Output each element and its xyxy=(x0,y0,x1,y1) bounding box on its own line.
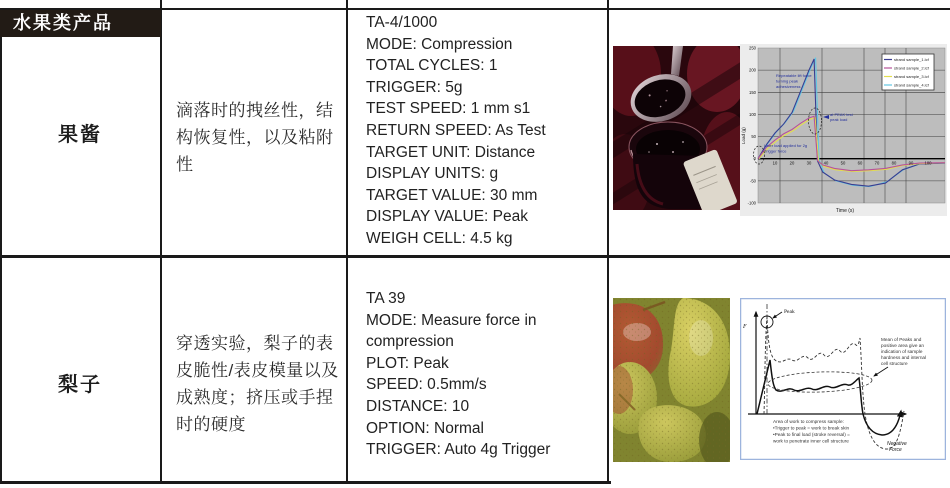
table-border-col2 xyxy=(346,0,348,484)
method-line: TA-4/1000 xyxy=(366,14,438,31)
method-line: MODE: Measure force in xyxy=(366,311,537,329)
legend-entry: strand sample_1.lcf xyxy=(894,57,929,62)
peak-label: Peak xyxy=(784,309,795,315)
table-border-col3 xyxy=(607,0,609,484)
row-jam-method xyxy=(366,12,546,250)
svg-text:hardness and internal: hardness and internal xyxy=(881,355,927,360)
svg-text:peak load: peak load xyxy=(830,117,848,122)
method-line: WEIGH CELL: 4.5 kg xyxy=(366,229,513,247)
jam-photo xyxy=(613,46,740,210)
svg-text:100: 100 xyxy=(924,160,932,166)
method-line: TARGET UNIT: Distance xyxy=(366,143,536,161)
method-line: SPEED: 0.5mm/s xyxy=(366,376,487,394)
svg-text:turning peak: turning peak xyxy=(776,78,799,84)
method-line: PLOT: Peak xyxy=(366,354,449,372)
y-axis-label: Load (g) xyxy=(741,127,746,144)
force-axis-label: F xyxy=(743,324,747,330)
svg-text:60: 60 xyxy=(857,160,863,166)
svg-text:Force: Force xyxy=(889,447,902,453)
svg-text:Repeatable lift force: Repeatable lift force xyxy=(776,73,812,78)
svg-text:cell structure: cell structure xyxy=(881,361,908,366)
method-line: DISPLAY VALUE: Peak xyxy=(366,208,528,226)
table-border-row-separator xyxy=(0,255,950,258)
svg-text:•Peak to final load (stroke re: •Peak to final load (stroke reversal) = xyxy=(773,432,850,437)
svg-text:20: 20 xyxy=(789,160,795,166)
svg-text:•Trigger to peak = work to bre: •Trigger to peak = work to break skin xyxy=(773,425,850,431)
svg-text:50: 50 xyxy=(751,134,756,140)
method-line: DISTANCE: 10 xyxy=(366,397,470,415)
row-pear-description: 穿透实验，梨子的表皮脆性/表皮模量以及成熟度；挤压或手捏时的硬度 xyxy=(176,334,339,434)
svg-text:90: 90 xyxy=(908,160,914,166)
work-note xyxy=(773,419,850,444)
svg-text:70: 70 xyxy=(874,160,880,166)
svg-text:30: 30 xyxy=(806,160,812,166)
strand-test-chart-image xyxy=(740,44,947,216)
method-line: MODE: Compression xyxy=(366,35,513,53)
svg-text:positive area give an: positive area give an xyxy=(881,343,924,348)
svg-text:Area of work to compress sampl: Area of work to compress sample: xyxy=(773,419,844,424)
section-header: 水果类产品 xyxy=(0,10,161,37)
svg-text:adhesiveness: adhesiveness xyxy=(776,84,801,89)
svg-text:80: 80 xyxy=(891,160,897,166)
pears-photo xyxy=(613,298,730,462)
row-jam-category: 果酱 xyxy=(58,124,102,146)
table-border-left xyxy=(0,8,2,484)
svg-text:40: 40 xyxy=(823,160,829,166)
svg-text:work to penetrate inner cell s: work to penetrate inner cell structure xyxy=(773,438,849,444)
svg-text:Later load applied for 2g: Later load applied for 2g xyxy=(764,143,808,148)
row-jam-description: 滴落时的拽丝性，结构恢复性，以及粘附性 xyxy=(176,101,334,174)
svg-text:150: 150 xyxy=(749,89,756,95)
x-axis-label: Time (s) xyxy=(835,208,855,214)
chart-legend xyxy=(882,54,934,90)
penetration-diagram-image xyxy=(740,298,946,460)
row-pear-category: 梨子 xyxy=(58,374,102,396)
method-line: OPTION: Normal xyxy=(366,419,484,437)
legend-entry: strand sample_2.lcf xyxy=(894,65,929,71)
svg-text:200: 200 xyxy=(749,67,756,73)
legend-entry: strand sample_4.lcf xyxy=(894,82,929,88)
svg-text:at PEAK test: at PEAK test xyxy=(830,112,853,117)
svg-text:10: 10 xyxy=(772,160,778,166)
svg-text:50: 50 xyxy=(840,160,846,166)
svg-text:indication of sample: indication of sample xyxy=(881,349,923,354)
jam-photo-image xyxy=(613,46,740,210)
row-pear-method xyxy=(366,288,550,461)
method-line: TOTAL CYCLES: 1 xyxy=(366,57,498,75)
pears-photo-image xyxy=(613,298,730,462)
strand-test-chart xyxy=(740,44,947,216)
method-line: TRIGGER: 5g xyxy=(366,78,463,96)
method-line: TARGET VALUE: 30 mm xyxy=(366,186,538,204)
svg-text:0: 0 xyxy=(753,156,756,162)
table-border-bottom xyxy=(0,481,611,484)
method-line: TRIGGER: Auto 4g Trigger xyxy=(366,441,551,459)
svg-text:250: 250 xyxy=(749,45,756,51)
method-line: TA 39 xyxy=(366,290,406,307)
table-border-col1 xyxy=(160,0,162,484)
method-line: TEST SPEED: 1 mm s1 xyxy=(366,100,531,118)
method-line: RETURN SPEED: As Test xyxy=(366,121,546,139)
svg-text:-50: -50 xyxy=(749,178,756,184)
method-line: compression xyxy=(366,333,454,351)
svg-text:Negative: Negative xyxy=(887,441,907,447)
svg-text:-100: -100 xyxy=(747,200,756,206)
penetration-diagram xyxy=(740,298,946,460)
legend-entry: strand sample_3.lcf xyxy=(894,74,929,79)
svg-text:Mean of Peaks and: Mean of Peaks and xyxy=(881,337,922,342)
svg-text:Trigger force: Trigger force xyxy=(764,148,787,154)
svg-text:100: 100 xyxy=(749,111,756,117)
method-line: DISPLAY UNITS: g xyxy=(366,165,499,183)
